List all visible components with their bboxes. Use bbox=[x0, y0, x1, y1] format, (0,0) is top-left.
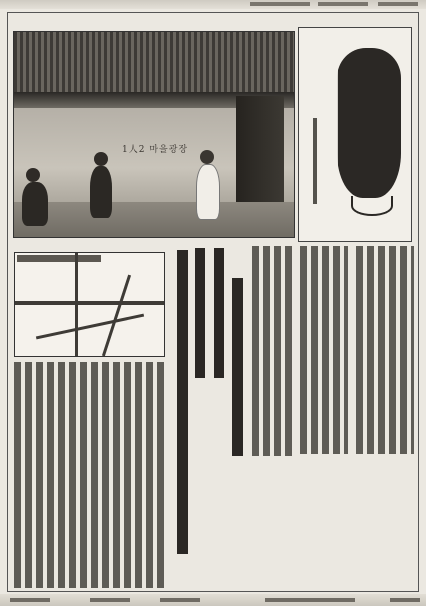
child-head bbox=[200, 150, 214, 164]
page-header-text bbox=[318, 2, 368, 6]
location-subtitle bbox=[313, 118, 317, 204]
headline bbox=[214, 248, 224, 378]
page-footer-strip bbox=[0, 594, 426, 606]
page-footer-text bbox=[90, 598, 130, 602]
subheadline bbox=[177, 250, 188, 554]
page-footer-text bbox=[265, 598, 355, 602]
child-figure bbox=[196, 164, 220, 220]
person-head bbox=[26, 168, 40, 182]
article-body-column bbox=[356, 246, 414, 454]
article-photo bbox=[13, 31, 295, 238]
page-header-text bbox=[378, 2, 418, 6]
headline bbox=[232, 278, 243, 456]
page-footer-text bbox=[390, 598, 420, 602]
child-head bbox=[94, 152, 108, 166]
series-logo bbox=[337, 48, 401, 198]
page-footer-text bbox=[10, 598, 50, 602]
location-map bbox=[14, 252, 165, 357]
headline bbox=[195, 248, 205, 378]
series-title-box bbox=[298, 27, 412, 242]
page-header-text bbox=[250, 2, 310, 6]
page-header-strip bbox=[0, 0, 426, 9]
map-title bbox=[17, 255, 101, 262]
person-figure bbox=[22, 182, 48, 226]
page-footer-text bbox=[160, 598, 200, 602]
child-figure bbox=[90, 166, 112, 218]
article-body-column bbox=[14, 362, 168, 588]
article-body-column bbox=[252, 246, 292, 456]
doorway bbox=[236, 96, 284, 216]
ground bbox=[14, 202, 294, 238]
wall-caption: 1人2 마을광장 bbox=[122, 145, 189, 155]
article-body-column bbox=[300, 246, 348, 454]
